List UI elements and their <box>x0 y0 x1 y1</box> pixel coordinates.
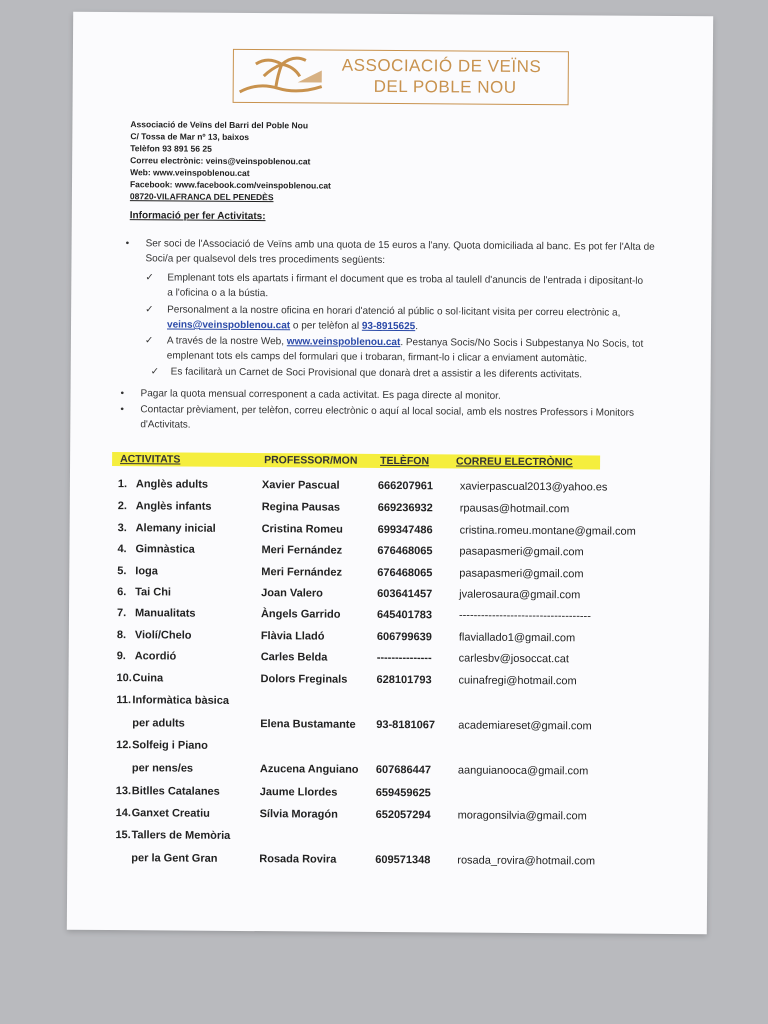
table-row <box>69 543 709 567</box>
row-number: 15. <box>115 829 131 842</box>
palm-tree-icon <box>238 52 324 99</box>
email-address: pasapasmeri@gmail.com <box>459 545 584 559</box>
bullet-2: Pagar la quota mensual corresponent a cada activitat. Es paga directe al monitor. <box>140 388 501 402</box>
table-row <box>68 739 708 763</box>
activity-name: Solfeig i Piano <box>132 739 208 752</box>
row-number: 6. <box>117 586 127 599</box>
professor-name: Flàvia Lladó <box>260 630 325 643</box>
org-web: Web: www.veinspoblenou.cat <box>130 167 250 179</box>
org-name: Associació de Veïns del Barri del Poble Nou <box>130 119 309 131</box>
table-row <box>69 650 709 674</box>
phone-number: 628101793 <box>376 673 432 687</box>
professor-name: Azucena Anguiano <box>259 763 359 776</box>
email-address: rosada_rovira@hotmail.com <box>457 854 596 868</box>
check-item-1: Emplenant tots els apartats i firmant el document que es troba al taulell d'anuncis de l'entrada i dipositant-lo a l'oficina o a la bústia. <box>167 272 644 300</box>
professor-name: Àngels Garrido <box>260 608 341 621</box>
col-header-correu: CORREU ELECTRÒNIC <box>456 455 573 469</box>
email-link[interactable]: veins@veinspoblenou.cat <box>166 319 291 332</box>
org-address: C/ Tossa de Mar nº 13, baixos <box>130 131 250 143</box>
phone-number: 669236932 <box>377 501 433 515</box>
table-row <box>69 607 709 631</box>
check-icon: ✓ <box>150 366 160 378</box>
activity-name: Tallers de Memòria <box>131 829 231 842</box>
row-number: 10. <box>116 672 132 685</box>
row-number: 12. <box>116 739 132 752</box>
table-row <box>70 500 710 524</box>
email-address: pasapasmeri@gmail.com <box>459 567 584 581</box>
email-address: aanguianooca@gmail.com <box>457 764 589 778</box>
professor-name: Dolors Freginals <box>260 673 348 686</box>
phone-number: 603641457 <box>377 587 433 601</box>
row-number: 14. <box>115 807 131 820</box>
activity-name: Anglès infants <box>135 500 212 513</box>
row-number: 4. <box>117 543 127 556</box>
professor-name: Jaume Llordes <box>259 786 338 799</box>
table-row <box>67 829 707 853</box>
email-address: moragonsilvia@gmail.com <box>457 809 587 823</box>
professor-name: Sílvia Moragón <box>259 808 338 821</box>
activity-name: Gimnàstica <box>135 543 195 556</box>
check-item-2: Personalment a la nostre oficina en horari d'atenció al públic o sol·licitant visita per correu electrònic a, veins@veinspoblenou.cat o per telèfon al 93-8915625. <box>166 304 621 333</box>
table-row <box>68 694 708 718</box>
phone-number: --------------- <box>376 651 432 665</box>
professor-name: Xavier Pascual <box>261 479 340 492</box>
phone-number: 652057294 <box>375 808 431 822</box>
table-row <box>67 852 707 876</box>
col-header-activitats: ACTIVITATS <box>120 453 181 466</box>
activity-name: Cuina <box>132 672 164 685</box>
phone-number: 659459625 <box>375 786 431 800</box>
phone-number: 607686447 <box>375 763 432 777</box>
table-row <box>68 785 708 809</box>
table-row <box>68 672 708 696</box>
org-city: 08720-VILAFRANCA DEL PENEDÈS <box>129 191 274 203</box>
logo-title-line1: ASSOCIACIÓ DE VEÏNS <box>341 55 542 77</box>
activity-name: Anglès adults <box>135 478 209 491</box>
phone-number: 699347486 <box>377 523 433 537</box>
activity-name: Bitlles Catalanes <box>131 785 220 798</box>
phone-number: 609571348 <box>375 853 431 867</box>
row-number: 3. <box>117 522 127 535</box>
professor-name: Rosada Rovira <box>259 853 337 866</box>
document-page <box>67 12 713 934</box>
row-number: 8. <box>116 629 127 642</box>
table-row <box>68 762 708 786</box>
bullet-dot: • <box>125 238 130 250</box>
bullet-dot: • <box>120 404 124 416</box>
phone-number: 676468065 <box>377 544 433 558</box>
activity-name: Ganxet Creatiu <box>131 807 210 820</box>
activity-name: per adults <box>132 717 185 730</box>
check-icon: ✓ <box>144 335 154 347</box>
bullet-dot: • <box>120 388 125 400</box>
info-title: Informació per fer Activitats: <box>129 210 266 223</box>
email-address: academiareset@gmail.com <box>458 719 592 733</box>
row-number: 13. <box>115 785 132 798</box>
col-header-professor: PROFESSOR/MON <box>264 454 358 467</box>
row-number: 1. <box>117 478 128 491</box>
row-number: 11. <box>116 694 132 707</box>
table-row <box>68 717 708 741</box>
activity-name: per la Gent Gran <box>131 852 218 865</box>
row-number: 7. <box>116 607 127 620</box>
activity-name: Tai Chi <box>135 586 172 599</box>
col-header-telefon: TELÈFON <box>380 454 430 468</box>
email-address: cristina.romeu.montane@gmail.com <box>459 524 636 538</box>
row-number: 5. <box>117 565 127 578</box>
email-address: cuinafregi@hotmail.com <box>458 674 577 688</box>
web-link[interactable]: www.veinspoblenou.cat <box>286 336 401 349</box>
contact-block <box>130 118 331 203</box>
email-address: carlesbv@josoccat.cat <box>458 652 569 666</box>
professor-name: Regina Pausas <box>261 501 341 514</box>
email-address: rpausas@hotmail.com <box>459 502 570 516</box>
professor-name: Carles Belda <box>260 651 328 664</box>
phone-number: 93-8181067 <box>376 718 436 732</box>
org-email: Correu electrònic: veins@veinspoblenou.cat <box>130 155 311 167</box>
email-address: flaviallado1@gmail.com <box>458 631 576 645</box>
org-phone: Telèfon 93 891 56 25 <box>130 143 212 154</box>
activity-name: Alemany inicial <box>135 522 216 535</box>
check-item-3: A través de la nostre Web, www.veinspoblenou.cat. Pestanya Socis/No Socis i Subpestanya No Socis, tot emplenant tots els camps del formulari que i trobaran, firmant-lo i clicar a enviament automàtic. <box>166 335 644 365</box>
email-address: ------------------------------------ <box>458 609 591 623</box>
logo-title-line2: DEL POBLE NOU <box>373 76 517 97</box>
row-number: 2. <box>117 500 127 513</box>
professor-name: Elena Bustamante <box>260 718 356 731</box>
row-number: 9. <box>116 650 126 663</box>
email-address: xavierpascual2013@yahoo.es <box>459 480 608 494</box>
professor-name: Meri Fernández <box>261 566 343 579</box>
email-address: jvalerosaura@gmail.com <box>459 588 581 602</box>
table-row <box>68 807 708 831</box>
activity-name: per nens/es <box>131 762 194 775</box>
bullet-3: Contactar prèviament, per telèfon, correu electrònic o aquí al local social, amb els nostres Professors i Monitors d'Activitats. <box>140 404 635 431</box>
association-logo <box>233 49 569 105</box>
phone-number: 666207961 <box>377 479 434 493</box>
bullet-1: Ser soci de l'Associació de Veïns amb una quota de 15 euros a l'any. Quota domiciliada al banc. Es pot fer l'Alta de Soci/a per qualsevol dels tres procediments següents: <box>145 238 655 266</box>
table-row <box>70 478 710 502</box>
activity-name: Acordió <box>134 650 177 663</box>
check-icon: ✓ <box>145 272 154 284</box>
professor-name: Joan Valero <box>261 587 323 600</box>
professor-name: Meri Fernández <box>261 544 343 557</box>
phone-link[interactable]: 93-8915625 <box>361 320 416 333</box>
phone-number: 676468065 <box>377 566 433 580</box>
activity-name: Violí/Chelo <box>134 629 192 642</box>
phone-number: 606799639 <box>376 630 432 644</box>
org-facebook: Facebook: www.facebook.com/veinspoblenou.cat <box>129 179 331 191</box>
professor-name: Cristina Romeu <box>261 523 343 536</box>
activity-name: Manualitats <box>134 607 196 620</box>
check-item-4: Es facilitarà un Carnet de Soci Provisional que donarà dret a assistir a les diferents activitats. <box>170 366 583 381</box>
activity-name: Ioga <box>135 565 158 578</box>
activity-name: Informàtica bàsica <box>132 694 230 707</box>
phone-number: 645401783 <box>376 608 433 622</box>
check-icon: ✓ <box>145 304 154 316</box>
